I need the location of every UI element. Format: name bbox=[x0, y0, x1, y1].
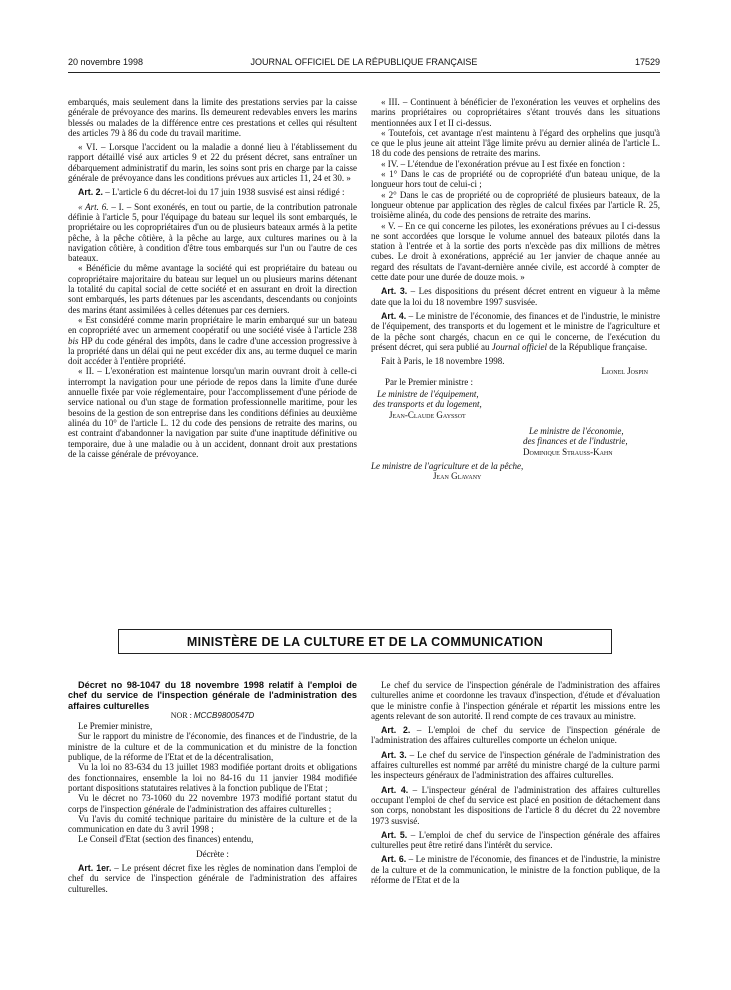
paragraph: Le chef du service de l'inspection générale de l'administration des affaires culturelles anime et coordonne les travaux d'inspection, d'étude et d'évaluation que le ministre confie à l'inspection générale et répartit les missions entre les agents relevant de son autorité. Il rend compte de ces travaux au ministre. bbox=[371, 680, 660, 721]
signature-line: Le ministre de l'économie, bbox=[529, 425, 624, 436]
paragraph: « Toutefois, cet avantage n'est maintenu à l'égard des orphelins que jusqu'à ce que le plus jeune ait atteint l'âge limite prévu au dernier alinéa de l'article L. 18 du code des pensions de retraite des marins. bbox=[371, 127, 660, 159]
article-label: Art. 2. bbox=[78, 187, 103, 198]
paragraph: Vu l'avis du comité technique paritaire du ministère de la culture et de la communication en date du 3 avril 1998 ; bbox=[68, 813, 357, 835]
text-span: bis bbox=[68, 335, 79, 346]
paragraph: « VI. – Lorsque l'accident ou la maladie a donné lieu à l'établissement du rapport détaillé visé aux articles 9 et 22 du présent décret, sans entraîner un débarquement administratif du marin, les soins sont pris en charge par la caisse générale de prévoyance dans les conditions prévues aux articles 11, 24 et 30. » bbox=[68, 142, 357, 184]
article-text: – I. – Sont exonérés, en tout ou partie, de la contribution patronale définie à l'article 5, pour l'équipage du bateau sur lequel ils sont embarqués, le propriétaire ou les copropriétaires d'un ou de plusieurs bateaux armés à la petite pêche, à la pêche côtière, à la pêche au large, aux cultures marines ou à la navigation côtière, à condition d'être tous embarqués sur l'un ou l'autre de ces bateaux. bbox=[68, 201, 358, 264]
paragraph: Le Conseil d'Etat (section des finances) entendu, bbox=[78, 834, 254, 845]
paragraph: Sur le rapport du ministre de l'économie, des finances et de l'industrie, de la ministre de la culture et de la communication et du ministre de la fonction publique, de la réforme de l'Etat et de la décentralisation, bbox=[68, 731, 357, 763]
nor-label: NOR : bbox=[170, 710, 194, 720]
article-text: – Le ministre de l'économie, des finances et de l'industrie, le ministre de l'équipement, des transports et du logement et le ministre de l'agriculture et de la pêche sont chargés, chacun en ce qui le concerne, de l'exécution du présent décret, qui sera publié au bbox=[371, 310, 660, 352]
article-paragraph bbox=[371, 725, 660, 746]
nor-reference bbox=[68, 711, 357, 721]
signatory-name: Dominique Strauss-Kahn bbox=[523, 446, 613, 457]
paragraph: « II. – L'exonération est maintenue lorsqu'un marin ouvrant droit à celle-ci interrompt la navigation pour une période de repos dans la limite d'une durée annuelle fixée par voie réglementaire, pour l'accomplissement d'une période de service national ou d'un stage de formation professionnelle maritime, pour les besoins de la gestion de son entreprise dans les conditions définies au deuxième alinéa du 10° de l'article L. 12 du code des pensions de retraite des marins, ou est contraint d'abandonner la navigation par suite d'une inaptitude définitive ou temporaire, due à une maladie ou à un accident, donnant droit aux prestations de la caisse générale de prévoyance. bbox=[68, 366, 357, 459]
article-label: Art. 3. bbox=[381, 749, 407, 760]
paragraph: « V. – En ce qui concerne les pilotes, les exonérations prévues au I ci-dessus ne sont accordées que lorsque le volume annuel des bateaux pilotés dans la station à l'entrée et à la sortie des ports n'excède pas dix millions de mètres cubes. Le droit à exonérations, apprécié au 1er janvier de chaque année au regard des résultats de l'avant-dernière année civile, est accordé à compter de cette date pour une durée de douze mois. » bbox=[371, 220, 660, 283]
article-text: – Les dispositions du présent décret entrent en vigueur à la même date que la loi du 18 novembre 1997 susvisée. bbox=[371, 286, 660, 307]
article-paragraph bbox=[371, 785, 660, 826]
paragraph: « IV. – L'étendue de l'exonération prévue au I est fixée en fonction : bbox=[381, 158, 625, 169]
paragraph: « Bénéficie du même avantage la société qui est propriétaire du bateau ou copropriétaire majoritaire du bateau sur lequel un ou plusieurs marins détenant la totalité du capital social de cette société et en assurant en droit la direction sont embarqués, les parts détenues par les ascendants, descendants ou conjoints des marins étant assimilées à celles détenues par ces derniers. bbox=[68, 263, 357, 315]
signature-place-date: Fait à Paris, le 18 novembre 1998. bbox=[381, 356, 505, 367]
article-paragraph bbox=[371, 311, 660, 352]
article-text: de la République française. bbox=[546, 341, 648, 352]
ministry-banner bbox=[118, 629, 612, 654]
article-text: – Le chef du service de l'inspection générale de l'administration des affaires culturelles est nommé par arrêté du ministre chargé de la culture parmi les inspecteurs généraux de l'administration des affaires culturelles. bbox=[371, 749, 660, 781]
article-label: Art. 6. bbox=[381, 854, 407, 865]
article-label: Art. 4. bbox=[381, 784, 409, 795]
paragraph: « III. – Continuent à bénéficier de l'exonération les veuves et orphelins des marins propriétaires ou copropriétaires s'étant trouvés dans les situations mentionnées aux I et II ci-dessus. bbox=[371, 97, 660, 128]
paragraph: Le Premier ministre, bbox=[78, 721, 153, 732]
top-left-column bbox=[68, 97, 357, 459]
article-paragraph bbox=[371, 854, 660, 885]
article-label: Art. 4. bbox=[381, 310, 407, 321]
article-text: – L'emploi de chef du service de l'inspection générale des affaires culturelles peut être retiré dans l'intérêt du service. bbox=[371, 829, 660, 851]
paragraph: Vu le décret no 73-1060 du 22 novembre 1973 modifié portant statut du corps de l'inspection générale de l'administration des affaires culturelles ; bbox=[68, 793, 357, 814]
article-text: – Le ministre de l'économie, des finances et de l'industrie, la ministre de la culture et de la communication, le ministre de la fonction publique, de la réforme de l'Etat et de la bbox=[371, 854, 660, 886]
article-paragraph bbox=[371, 286, 660, 307]
text-span: « Est considéré comme marin propriétaire le marin embarqué sur un bateau en copropriété avec un armement coopératif ou une société visée à l'article 238 bbox=[68, 314, 357, 336]
signature-line: des finances et de l'industrie, bbox=[523, 436, 628, 447]
nor-code: MCCB9800547D bbox=[193, 710, 255, 720]
paragraph bbox=[68, 315, 357, 366]
page-number: 17529 bbox=[634, 57, 660, 67]
article-paragraph bbox=[68, 187, 357, 197]
article-label: Art. 1er. bbox=[78, 863, 112, 874]
journal-title: JOURNAL OFFICIEL DE LA RÉPUBLIQUE FRANÇAISE bbox=[250, 57, 478, 67]
signature-line: Le ministre de l'agriculture et de la pêche, bbox=[371, 460, 524, 471]
article-paragraph bbox=[68, 863, 357, 894]
signatory-name: Lionel Jospin bbox=[601, 366, 648, 377]
article-text: – Le présent décret fixe les règles de nomination dans l'emploi de chef du service de l'inspection générale de l'administration des affaires culturelles. bbox=[68, 863, 357, 894]
article-paragraph bbox=[68, 202, 357, 264]
article-text: – L'article 6 du décret-loi du 17 juin 1938 susvisé est ainsi rédigé : bbox=[102, 187, 345, 198]
article-label: Art. 5. bbox=[381, 829, 408, 840]
article-label: Art. 2. bbox=[381, 725, 411, 736]
article-paragraph bbox=[371, 750, 660, 781]
signature-line: Le ministre de l'équipement, bbox=[377, 389, 479, 400]
page-header bbox=[68, 57, 660, 71]
signature-line: des transports et du logement, bbox=[373, 399, 482, 410]
article-paragraph bbox=[371, 830, 660, 851]
decree-title: Décret no 98-1047 du 18 novembre 1998 relatif à l'emploi de chef du service de l'inspection générale de l'administration des affaires culturelles bbox=[68, 680, 357, 711]
paragraph: « 2° Dans le cas de propriété ou de copropriété de plusieurs bateaux, de la longueur obtenue par application des règles de calcul fixées par l'article R. 25, troisième alinéa, du code des pensions de retraite des marins. bbox=[371, 189, 660, 221]
article-label: « Art. 6. bbox=[78, 201, 109, 212]
ministry-title: MINISTÈRE DE LA CULTURE ET DE LA COMMUNICATION bbox=[186, 634, 544, 649]
bottom-right-column bbox=[371, 680, 660, 885]
header-rule bbox=[68, 72, 660, 73]
paragraph: « 1° Dans le cas de propriété ou de copropriété d'un bateau unique, de la longueur hors tout de celui-ci ; bbox=[371, 169, 660, 190]
signature-line: Par le Premier ministre : bbox=[385, 376, 473, 387]
bottom-left-column bbox=[68, 680, 357, 894]
article-text: Journal officiel bbox=[491, 341, 547, 352]
signatory-name: Jean Glavany bbox=[433, 471, 482, 482]
decrete-heading: Décrète : bbox=[196, 848, 229, 859]
article-label: Art. 3. bbox=[381, 286, 408, 297]
article-text: – L'inspecteur général de l'administration des affaires culturelles occupant l'emploi de chef du service est placé en position de détachement dans son corps, nonobstant les dispositions de l'article 8 du décret du 22 novembre 1973 susvisé. bbox=[371, 784, 660, 826]
signatory-name: Jean-Claude Gayssot bbox=[389, 409, 466, 420]
article-text: – L'emploi de chef du service de l'inspection générale de l'administration des affaires culturelles comporte un échelon unique. bbox=[371, 725, 660, 746]
paragraph: Vu la loi no 83-634 du 13 juillet 1983 modifiée portant droits et obligations des fonctionnaires, ensemble la loi no 84-16 du 11 janvier 1984 modifiée portant dispositions statutaires relatives à la fonction publique de l'Etat ; bbox=[68, 762, 357, 793]
top-right-column bbox=[371, 97, 660, 481]
text-span: HP du code général des impôts, dans le cadre d'une accession progressive à la propriété dans un délai qui ne peut excéder dix ans, au terme duquel ce marin doit accéder à l'entière propriété. bbox=[68, 335, 357, 367]
header-date: 20 novembre 1998 bbox=[68, 57, 144, 67]
paragraph: embarqués, mais seulement dans la limite des prestations servies par la caisse générale de prévoyance des marins. Ils demeurent redevables envers les marins blessés ou malades de la différence entre ces prestations et celles qui résultent des articles 79 à 86 du code du travail maritime. bbox=[68, 97, 357, 138]
